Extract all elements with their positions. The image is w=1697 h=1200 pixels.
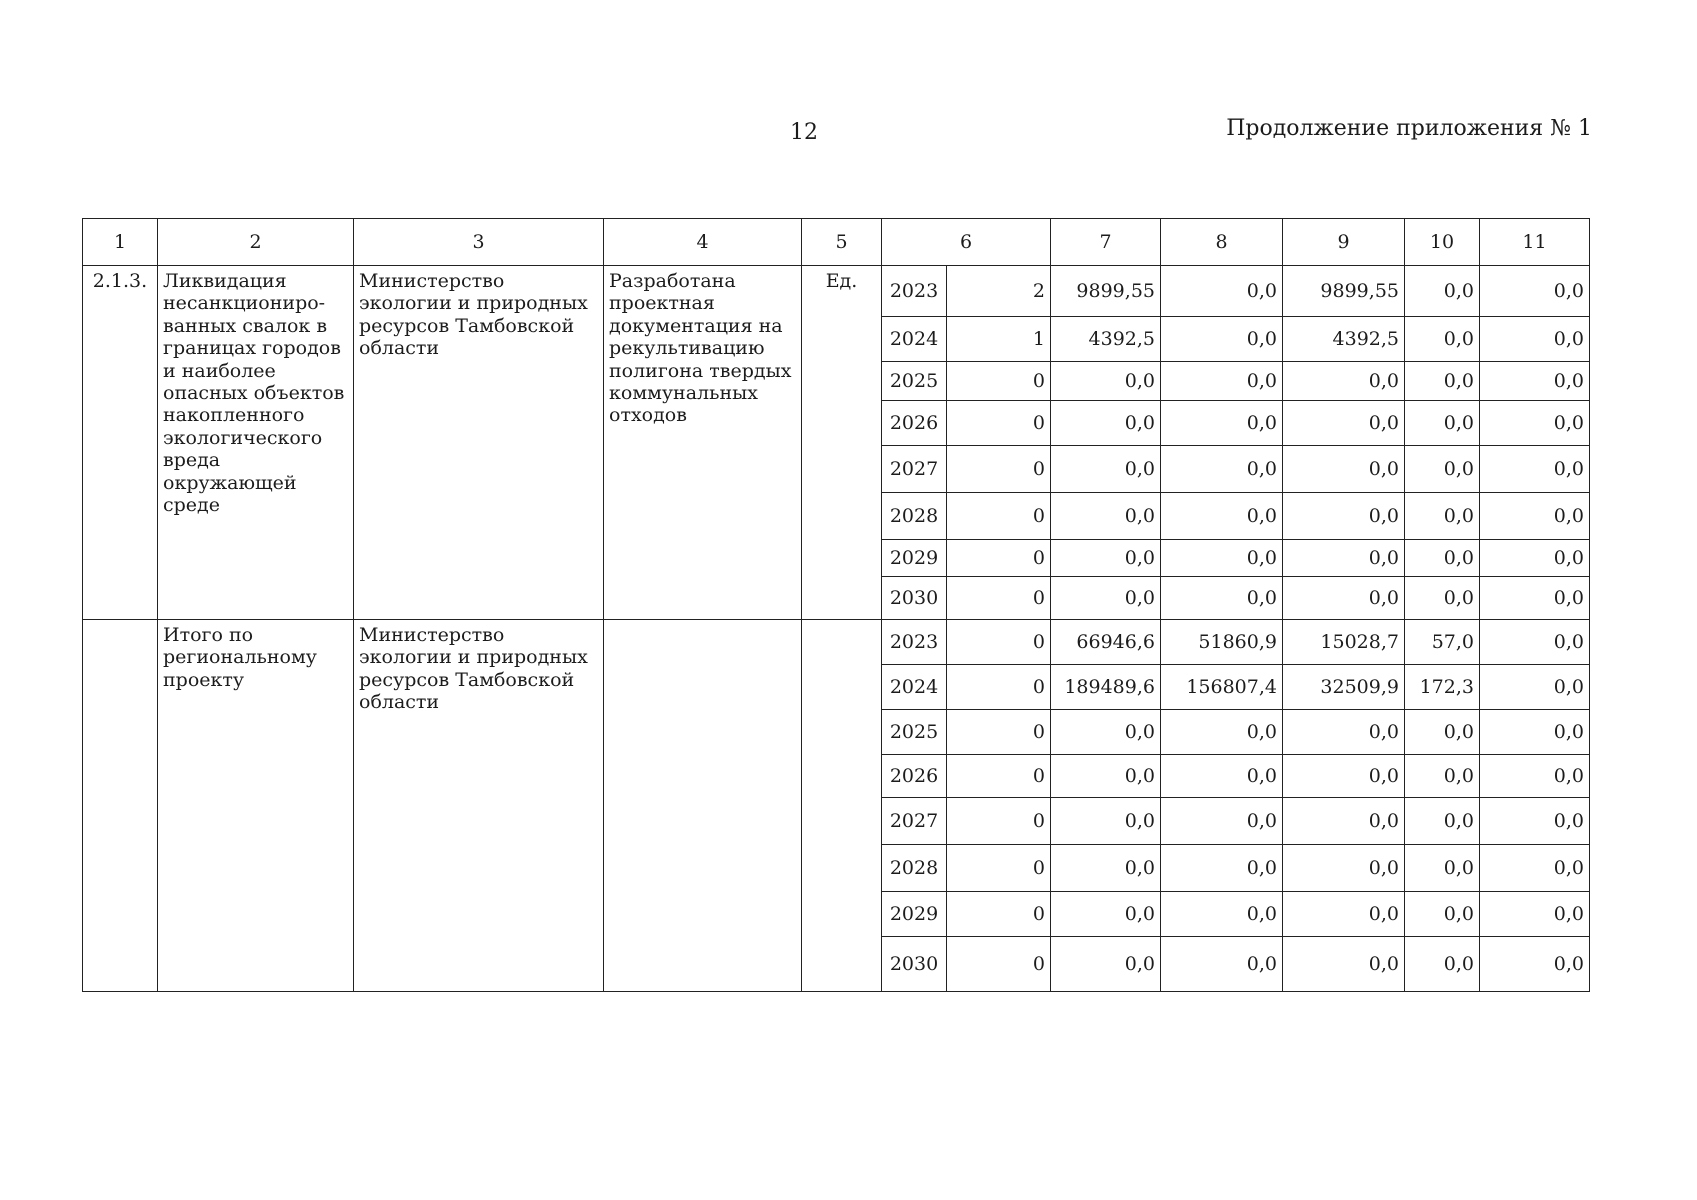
federal-budget-cell: 0,0 [1161,540,1283,577]
regional-budget-cell: 0,0 [1283,446,1405,493]
column-number-5: 5 [802,219,882,266]
other-sources-cell: 0,0 [1480,362,1590,401]
count-cell: 0 [947,798,1051,845]
count-cell: 0 [947,446,1051,493]
year-cell: 2030 [882,577,947,620]
local-budget-cell: 57,0 [1405,620,1480,665]
federal-budget-cell: 156807,4 [1161,665,1283,710]
count-cell: 2 [947,266,1051,317]
section-executor-cell: Министерство экологии и природных ресурсов Тамбовской области [354,620,604,992]
other-sources-cell: 0,0 [1480,493,1590,540]
regional-budget-cell: 0,0 [1283,798,1405,845]
section-executor-cell: Министерство экологии и природных ресурсов Тамбовской области [354,266,604,620]
total-cell: 0,0 [1051,493,1161,540]
total-cell: 0,0 [1051,892,1161,937]
year-cell: 2029 [882,892,947,937]
total-cell: 0,0 [1051,710,1161,755]
year-cell: 2028 [882,493,947,540]
local-budget-cell: 0,0 [1405,755,1480,798]
count-cell: 0 [947,755,1051,798]
local-budget-cell: 0,0 [1405,401,1480,446]
section-code-cell [83,620,158,992]
local-budget-cell: 0,0 [1405,362,1480,401]
other-sources-cell: 0,0 [1480,266,1590,317]
other-sources-cell: 0,0 [1480,540,1590,577]
count-cell: 0 [947,710,1051,755]
regional-budget-cell: 0,0 [1283,845,1405,892]
regional-budget-cell: 4392,5 [1283,317,1405,362]
federal-budget-cell: 0,0 [1161,710,1283,755]
regional-budget-cell: 0,0 [1283,401,1405,446]
column-number-3: 3 [354,219,604,266]
other-sources-cell: 0,0 [1480,937,1590,992]
federal-budget-cell: 0,0 [1161,577,1283,620]
total-cell: 0,0 [1051,446,1161,493]
total-cell: 0,0 [1051,755,1161,798]
federal-budget-cell: 0,0 [1161,845,1283,892]
other-sources-cell: 0,0 [1480,620,1590,665]
program-table [82,218,1590,992]
year-cell: 2024 [882,317,947,362]
year-cell: 2023 [882,266,947,317]
section-unit-cell [802,620,882,992]
local-budget-cell: 0,0 [1405,845,1480,892]
year-cell: 2026 [882,755,947,798]
regional-budget-cell: 0,0 [1283,755,1405,798]
local-budget-cell: 0,0 [1405,493,1480,540]
other-sources-cell: 0,0 [1480,755,1590,798]
appendix-note: Продолжение приложения № 1 [1226,116,1592,141]
total-cell: 189489,6 [1051,665,1161,710]
other-sources-cell: 0,0 [1480,710,1590,755]
table-row [83,266,1590,317]
federal-budget-cell: 0,0 [1161,493,1283,540]
other-sources-cell: 0,0 [1480,401,1590,446]
count-cell: 0 [947,937,1051,992]
local-budget-cell: 172,3 [1405,665,1480,710]
count-cell: 0 [947,665,1051,710]
total-cell: 0,0 [1051,401,1161,446]
column-number-row [83,219,1590,266]
regional-budget-cell: 0,0 [1283,577,1405,620]
count-cell: 0 [947,577,1051,620]
year-cell: 2028 [882,845,947,892]
local-budget-cell: 0,0 [1405,937,1480,992]
year-cell: 2029 [882,540,947,577]
column-number-1: 1 [83,219,158,266]
local-budget-cell: 0,0 [1405,446,1480,493]
column-number-9: 9 [1283,219,1405,266]
local-budget-cell: 0,0 [1405,266,1480,317]
local-budget-cell: 0,0 [1405,577,1480,620]
regional-budget-cell: 0,0 [1283,937,1405,992]
section-unit-cell: Ед. [802,266,882,620]
federal-budget-cell: 0,0 [1161,798,1283,845]
regional-budget-cell: 0,0 [1283,892,1405,937]
regional-budget-cell: 0,0 [1283,710,1405,755]
federal-budget-cell: 0,0 [1161,317,1283,362]
total-cell: 9899,55 [1051,266,1161,317]
federal-budget-cell: 0,0 [1161,892,1283,937]
local-budget-cell: 0,0 [1405,540,1480,577]
count-cell: 0 [947,540,1051,577]
other-sources-cell: 0,0 [1480,317,1590,362]
federal-budget-cell: 0,0 [1161,401,1283,446]
regional-budget-cell: 0,0 [1283,540,1405,577]
column-number-11: 11 [1480,219,1590,266]
section-code-cell: 2.1.3. [83,266,158,620]
federal-budget-cell: 0,0 [1161,362,1283,401]
total-cell: 0,0 [1051,577,1161,620]
local-budget-cell: 0,0 [1405,798,1480,845]
section-name-cell: Итого по региональному проекту [158,620,354,992]
federal-budget-cell: 0,0 [1161,446,1283,493]
other-sources-cell: 0,0 [1480,798,1590,845]
local-budget-cell: 0,0 [1405,317,1480,362]
local-budget-cell: 0,0 [1405,892,1480,937]
other-sources-cell: 0,0 [1480,845,1590,892]
year-cell: 2030 [882,937,947,992]
year-cell: 2025 [882,362,947,401]
count-cell: 1 [947,317,1051,362]
regional-budget-cell: 32509,9 [1283,665,1405,710]
table-header [83,219,1590,266]
year-cell: 2027 [882,446,947,493]
regional-budget-cell: 0,0 [1283,493,1405,540]
count-cell: 0 [947,362,1051,401]
total-cell: 0,0 [1051,540,1161,577]
year-cell: 2027 [882,798,947,845]
regional-budget-cell: 9899,55 [1283,266,1405,317]
total-cell: 66946,6 [1051,620,1161,665]
count-cell: 0 [947,401,1051,446]
federal-budget-cell: 0,0 [1161,266,1283,317]
other-sources-cell: 0,0 [1480,892,1590,937]
count-cell: 0 [947,620,1051,665]
page-number: 12 [790,120,818,145]
other-sources-cell: 0,0 [1480,446,1590,493]
year-cell: 2026 [882,401,947,446]
total-cell: 0,0 [1051,937,1161,992]
year-cell: 2023 [882,620,947,665]
year-cell: 2024 [882,665,947,710]
regional-budget-cell: 0,0 [1283,362,1405,401]
total-cell: 0,0 [1051,845,1161,892]
column-number-6: 6 [882,219,1051,266]
total-cell: 0,0 [1051,362,1161,401]
total-cell: 4392,5 [1051,317,1161,362]
column-number-8: 8 [1161,219,1283,266]
count-cell: 0 [947,493,1051,540]
count-cell: 0 [947,845,1051,892]
section-result-cell: Разработана проектная документация на рекультивацию полигона твердых коммунальных отходов [604,266,802,620]
year-cell: 2025 [882,710,947,755]
section-name-cell: Ликвидация несанкциониро-ванных свалок в границах городов и наиболее опасных объектов накопленного экологического вреда окружающей среде [158,266,354,620]
count-cell: 0 [947,892,1051,937]
column-number-4: 4 [604,219,802,266]
table-row [83,620,1590,665]
other-sources-cell: 0,0 [1480,665,1590,710]
other-sources-cell: 0,0 [1480,577,1590,620]
total-cell: 0,0 [1051,798,1161,845]
column-number-2: 2 [158,219,354,266]
column-number-10: 10 [1405,219,1480,266]
column-number-7: 7 [1051,219,1161,266]
federal-budget-cell: 0,0 [1161,755,1283,798]
federal-budget-cell: 51860,9 [1161,620,1283,665]
local-budget-cell: 0,0 [1405,710,1480,755]
section-result-cell [604,620,802,992]
federal-budget-cell: 0,0 [1161,937,1283,992]
table-body [83,266,1590,992]
regional-budget-cell: 15028,7 [1283,620,1405,665]
